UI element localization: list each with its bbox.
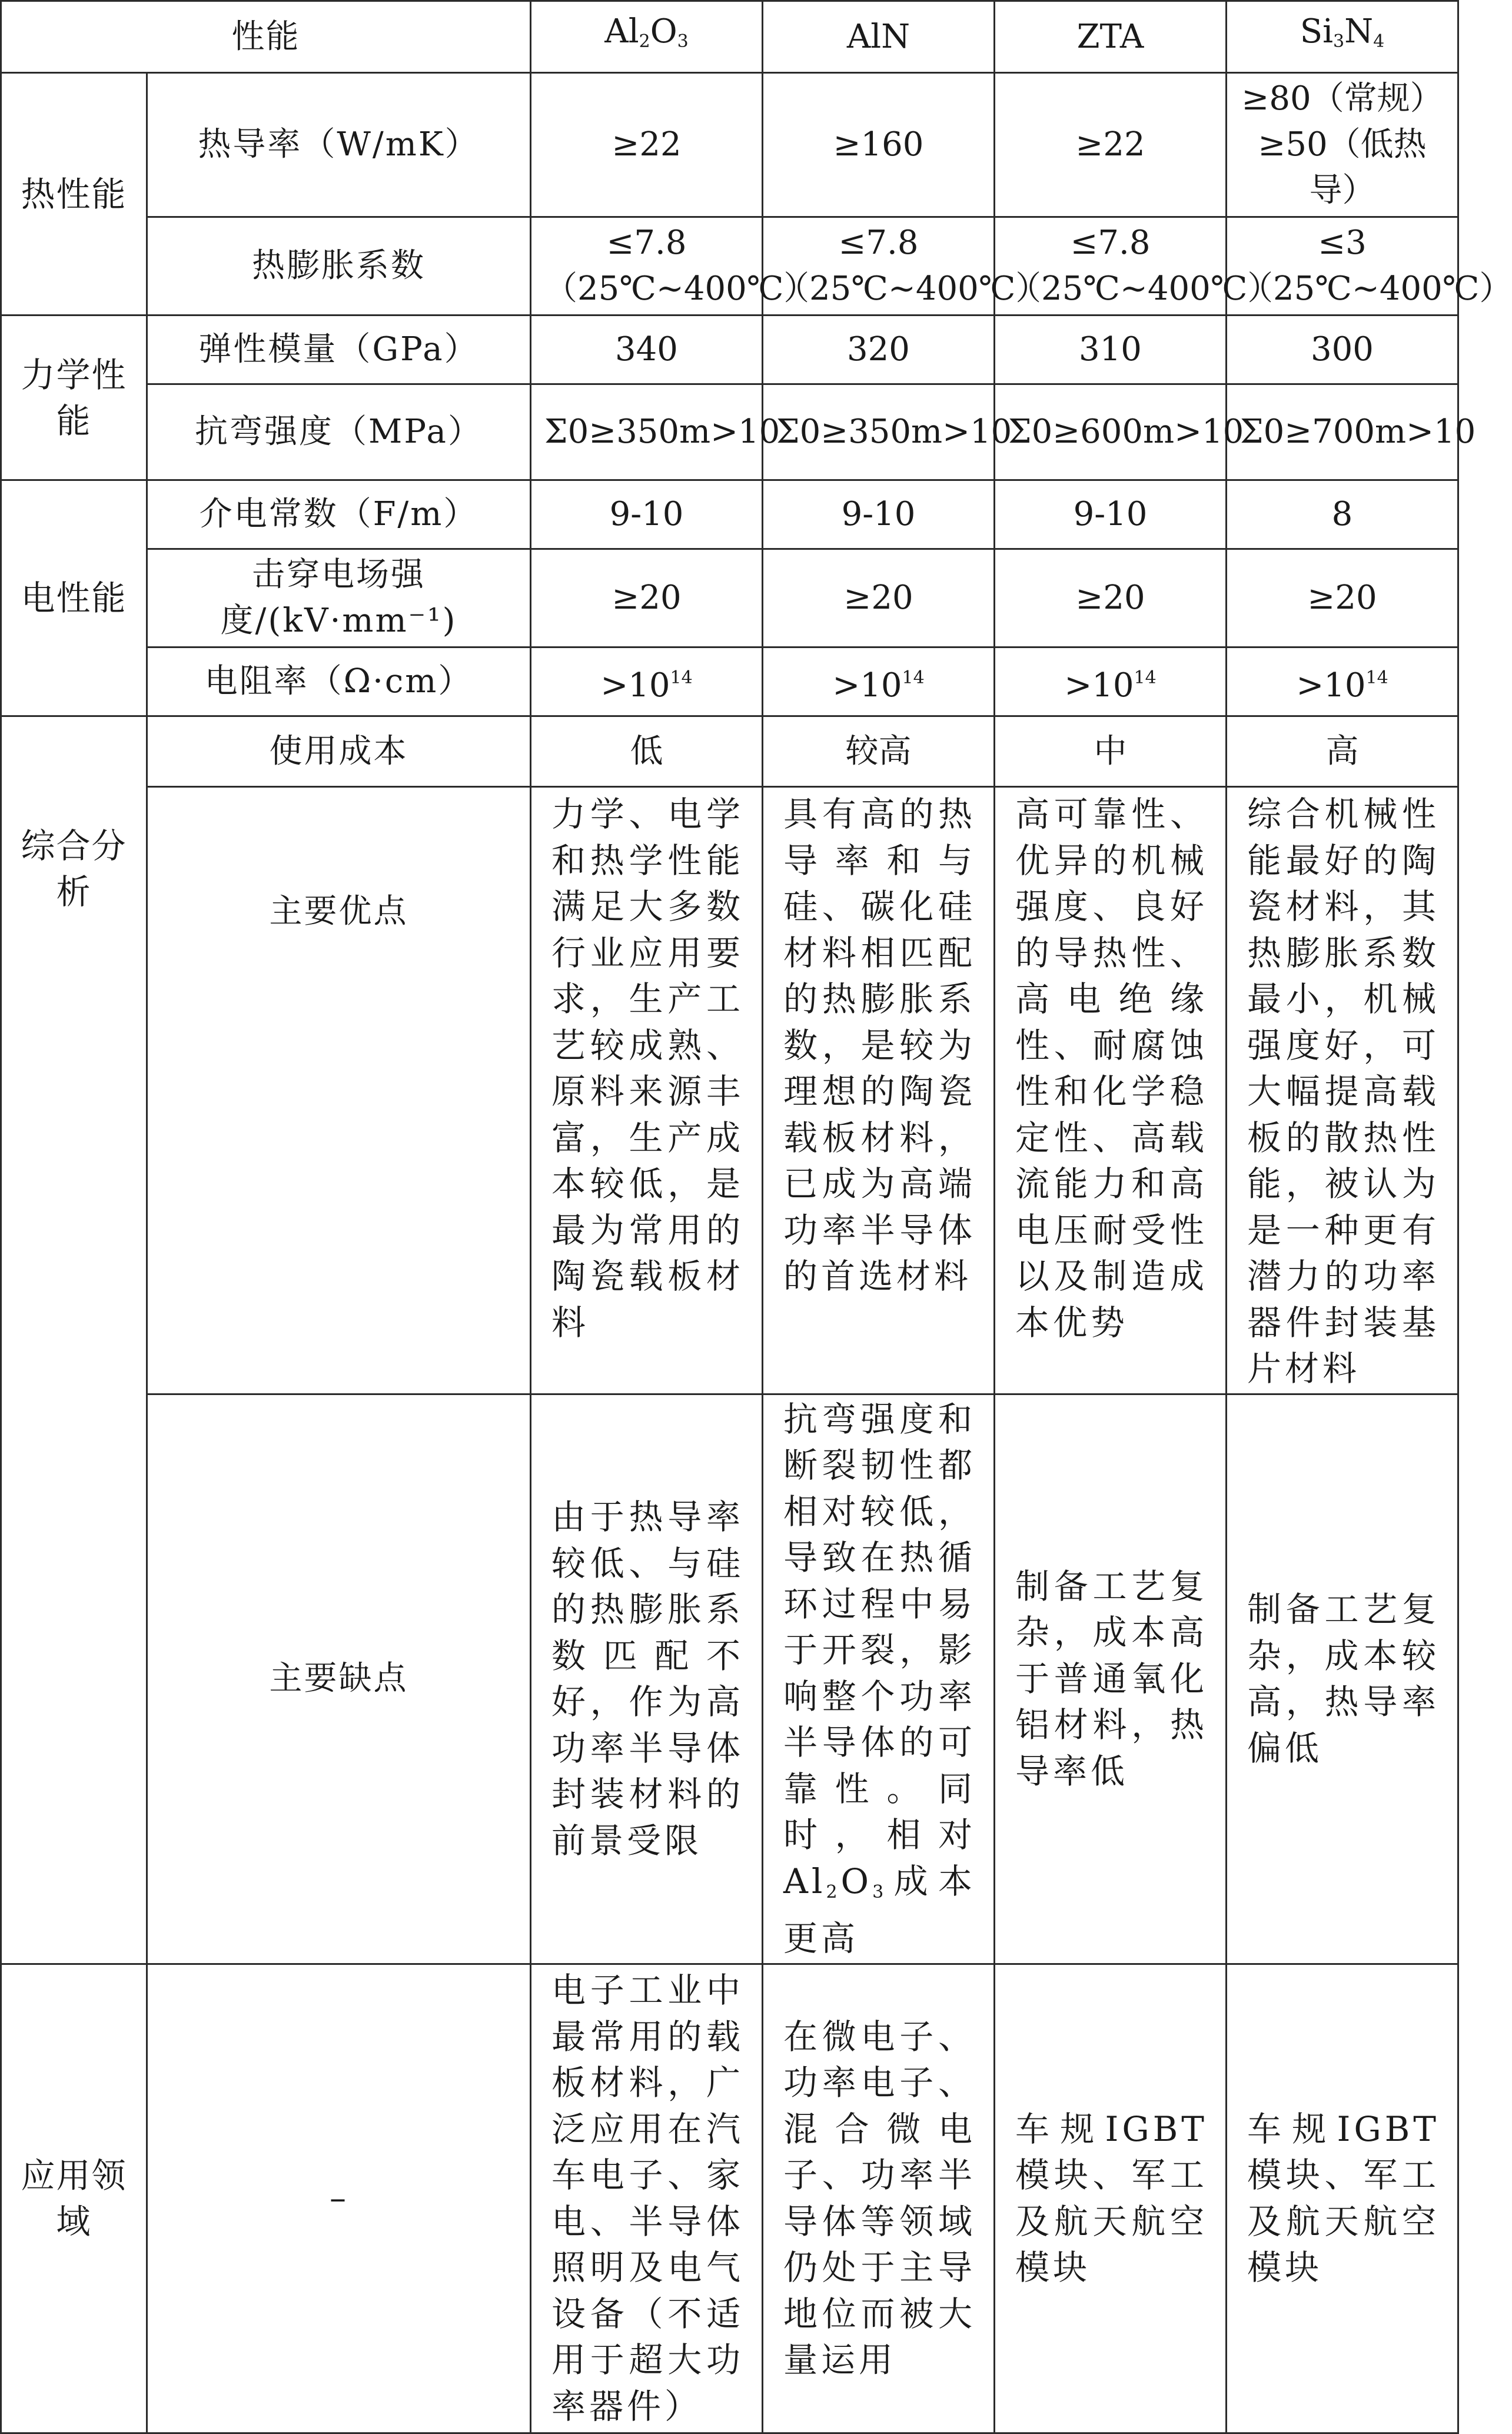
value-cell: 中 [995, 716, 1227, 787]
value-cell: $>10^{14}$ [531, 647, 763, 716]
group-electrical: 电性能 [1, 480, 147, 716]
header-material-si3n4: $Si_3N_4$ [1227, 1, 1458, 73]
value-cell: ≤7.8（25℃~400℃） [995, 217, 1227, 316]
label-disadvantages: 主要缺点 [147, 1394, 531, 1964]
paragraph-cell: 制备工艺复杂，成本较高，热导率偏低 [1227, 1394, 1458, 1964]
value-cell: Σ0≥600m>10 [995, 384, 1227, 480]
value-cell: 340 [531, 316, 763, 384]
value-cell: 320 [763, 316, 995, 384]
paragraph-cell: 车规IGBT模块、军工及航天航空模块 [995, 1964, 1227, 2433]
value-cell: Σ0≥350m>10 [531, 384, 763, 480]
value-cell: $>10^{14}$ [1227, 647, 1458, 716]
row-disadvantages [1, 1394, 1458, 1964]
header-property: 性能 [1, 1, 531, 73]
value-cell: ≥20 [531, 549, 763, 647]
paragraph-cell: 在微电子、功率电子、混合微电子、功率半导体等领域仍处于主导地位而被大量运用 [763, 1964, 995, 2433]
paragraph-cell: 高可靠性、优异的机械强度、良好的导热性、高电绝缘性、耐腐蚀性和化学稳定性、高载流能力和高电压耐受性以及制造成本优势 [995, 787, 1227, 1394]
header-row [1, 1, 1458, 73]
row-elastic-modulus [1, 316, 1458, 384]
group-mechanical: 力学性能 [1, 316, 147, 480]
value-cell: ≤7.8（25℃~400℃） [763, 217, 995, 316]
label-advantages: 主要优点 [147, 787, 531, 1394]
row-thermal-conductivity [1, 73, 1458, 217]
value-cell: 9-10 [995, 480, 1227, 549]
row-breakdown-strength [1, 549, 1458, 647]
value-cell: ≥20 [763, 549, 995, 647]
label-resistivity: 电阻率（Ω·cm） [147, 647, 531, 716]
row-cost [1, 716, 1458, 787]
label-elastic-modulus: 弹性模量（GPa） [147, 316, 531, 384]
value-cell: ≥80（常规）≥50（低热导） [1227, 73, 1458, 217]
paragraph-cell: 抗弯强度和断裂韧性都相对较低，导致在热循环过程中易于开裂，影响整个功率半导体的可靠性。同时，相对$Al_2O_3$成本更高 [763, 1394, 995, 1964]
row-thermal-expansion [1, 217, 1458, 316]
label-dielectric-constant: 介电常数（F/m） [147, 480, 531, 549]
value-cell: ≤3（25℃~400℃） [1227, 217, 1458, 316]
group-overall: 综合分析 [1, 716, 147, 1964]
value-cell: ≥22 [531, 73, 763, 217]
value-cell: 高 [1227, 716, 1458, 787]
label-flexural-strength: 抗弯强度（MPa） [147, 384, 531, 480]
value-cell: 8 [1227, 480, 1458, 549]
label-application: – [147, 1964, 531, 2433]
header-material-al2o3: $Al_2O_3$ [531, 1, 763, 73]
group-application: 应用领域 [1, 1964, 147, 2433]
value-cell: Σ0≥350m>10 [763, 384, 995, 480]
label-thermal-conductivity: 热导率（W/mK） [147, 73, 531, 217]
value-cell: 310 [995, 316, 1227, 384]
value-cell: 低 [531, 716, 763, 787]
paragraph-cell: 具有高的热导率和与硅、碳化硅材料相匹配的热膨胀系数，是较为理想的陶瓷载板材料，已成为高端功率半导体的首选材料 [763, 787, 995, 1394]
value-cell: $>10^{14}$ [995, 647, 1227, 716]
value-cell: ≥22 [995, 73, 1227, 217]
label-thermal-expansion: 热膨胀系数 [147, 217, 531, 316]
value-cell: $>10^{14}$ [763, 647, 995, 716]
row-advantages [1, 787, 1458, 1394]
paragraph-cell: 力学、电学和热学性能满足大多数行业应用要求，生产工艺较成熟、原料来源丰富，生产成本较低，是最为常用的陶瓷载板材料 [531, 787, 763, 1394]
row-flexural-strength [1, 384, 1458, 480]
value-cell: 9-10 [763, 480, 995, 549]
paragraph-cell: 由于热导率较低、与硅的热膨胀系数匹配不好，作为高功率半导体封装材料的前景受限 [531, 1394, 763, 1964]
label-breakdown-strength: 击穿电场强度/(kV·mm⁻¹) [147, 549, 531, 647]
value-cell: ≥20 [1227, 549, 1458, 647]
row-application [1, 1964, 1458, 2433]
value-cell: 9-10 [531, 480, 763, 549]
paragraph-cell: 综合机械性能最好的陶瓷材料，其热膨胀系数最小，机械强度好，可大幅提高载板的散热性能，被认为是一种更有潜力的功率器件封装基片材料 [1227, 787, 1458, 1394]
value-cell: ≥20 [995, 549, 1227, 647]
paragraph-cell: 制备工艺复杂，成本高于普通氧化铝材料，热导率低 [995, 1394, 1227, 1964]
value-cell: ≥160 [763, 73, 995, 217]
group-thermal: 热性能 [1, 73, 147, 316]
row-dielectric-constant [1, 480, 1458, 549]
header-material-zta: ZTA [995, 1, 1227, 73]
value-cell: 300 [1227, 316, 1458, 384]
header-material-aln: AlN [763, 1, 995, 73]
row-resistivity [1, 647, 1458, 716]
value-cell: Σ0≥700m>10 [1227, 384, 1458, 480]
paragraph-cell: 车规IGBT模块、军工及航天航空模块 [1227, 1964, 1458, 2433]
value-cell: ≤7.8（25℃~400℃） [531, 217, 763, 316]
paragraph-cell: 电子工业中最常用的载板材料，广泛应用在汽车电子、家电、半导体照明及电气设备（不适用于超大功率器件） [531, 1964, 763, 2433]
label-cost: 使用成本 [147, 716, 531, 787]
value-cell: 较高 [763, 716, 995, 787]
